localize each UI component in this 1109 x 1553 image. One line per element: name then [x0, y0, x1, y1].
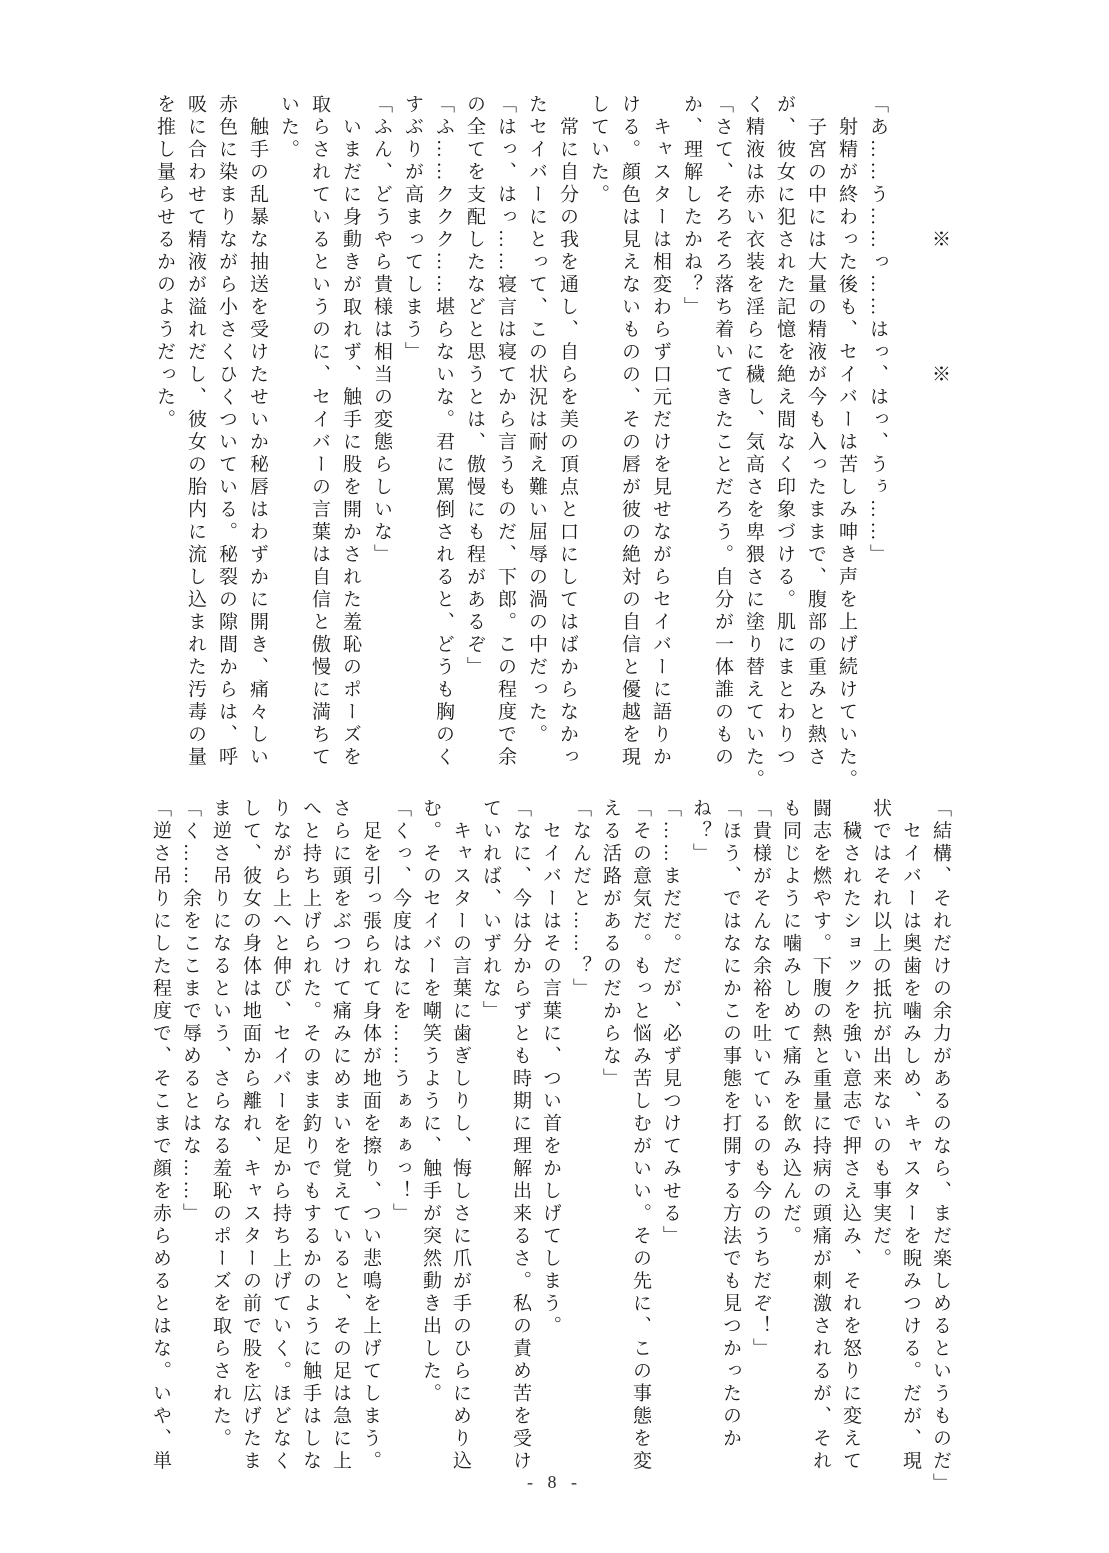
text-line [893, 94, 924, 774]
text-line: 「逆さ吊りにした程度で、そこまで顔を赤らめるとはな。いや、単 [150, 798, 171, 1473]
text-line: も同じように噛みしめて痛みを飲み込んだ。 [780, 798, 801, 1248]
text-line: 「ふ……ククク……堪らないな。君に罵倒されると、どうも胸のく [433, 94, 454, 769]
text-line: 「結構、それだけの余力があるのなら、まだ楽しめるというものだ」 [930, 798, 951, 1496]
text-line: ける。顔色は見えないものの、その唇が彼の絶対の自信と優越を現 [619, 94, 640, 769]
text-line: 「なんだと……？」 [570, 798, 591, 1001]
text-line: 足を引っ張られて身体が地面を擦り、つい悲鳴を上げてしまう。 [360, 798, 381, 1473]
text-line: へと持ち上げられた。そのまま釣りでもするかのように触手はしな [300, 798, 321, 1473]
text-line: さらに頭をぶつけて痛みにめまいを覚えていると、その足は急に上 [330, 798, 351, 1473]
text-line: 穢されたショックを強い意志で押さえ込み、それを怒りに変えて [840, 798, 861, 1473]
text-line: が、彼女に犯された記憶を絶え間なく印象づける。肌にまとわりつ [774, 94, 795, 769]
text-line: か、理解したかね？」 [681, 94, 702, 319]
text-line: 闘志を燃やす。下腹の熱と重量に持病の頭痛が刺激されるが、それ [810, 798, 831, 1473]
text-line: 「あ……う……っ……はっ、はっ、うぅ……」 [867, 94, 888, 567]
text-line: キャスターの言葉に歯ぎしりし、悔しさに爪が手のひらにめり込 [450, 798, 471, 1473]
text-line: 「その意気だ。もっと悩み苦しむがいい。その先に、この事態を変 [630, 798, 651, 1473]
text-line: 「さて、そろそろ落ち着いてきたことだろう。自分が一体誰のもの [712, 94, 733, 769]
text-line: 「ほう、ではなにかこの事態を打開する方法でも見つかったのか [720, 798, 741, 1451]
text-line: 状ではそれ以上の抵抗が出来ないのも事実だ。 [870, 798, 891, 1271]
text-line: いまだに身動きが取れず、触手に股を開かされた羞恥のポーズを [340, 94, 361, 769]
text-line: 吸に合わせて精液が溢れだし、彼女の胎内に流し込まれた汚毒の量 [185, 94, 206, 769]
text-line: 「なに、今は分からずとも時期に理解出来るさ。私の責め苦を受け [510, 798, 531, 1473]
text-line: 射精が終わった後も、セイバーは苦しみ呻き声を上げ続けていた。 [836, 94, 857, 792]
text-line: りながら上へと伸び、セイバーを足から持ち上げていく。ほどなく [270, 798, 291, 1473]
text-line: む。そのセイバーを嘲笑うように、触手が突然動き出した。 [420, 798, 441, 1406]
text-line: すぶりが高まってしまう」 [402, 94, 423, 364]
text-line: ね？」 [690, 798, 711, 866]
text-line: く精液は赤い衣装を淫らに穢し、気高さを卑猥さに塗り替えていた。 [743, 94, 764, 792]
text-line: 「貴様がそんな余裕を吐いているのも今のうちだぞ！」 [750, 798, 771, 1361]
text-line: ま逆さ吊りになるという、さらなる羞恥のポーズを取らされた。 [210, 798, 231, 1451]
text-line: いた。 [278, 94, 299, 162]
text-line: 「はっ、はっ……寝言は寝てから言うものだ、下郎。この程度で余 [495, 94, 516, 769]
text-line: セイバーは奥歯を噛みしめ、キャスターを睨みつける。だが、現 [900, 798, 921, 1473]
text-line: を推し量らせるかのようだった。 [154, 94, 175, 432]
text-line: 子宮の中には大量の精液が今も入ったままで、腹部の重みと熱さ [805, 94, 826, 769]
text-line: 「くっ、今度はなにを……うぁぁぁっ！」 [390, 798, 411, 1226]
page-number: - 8 - [527, 1472, 582, 1492]
text-line: していた。 [588, 94, 609, 207]
text-line: して、彼女の身体は地面から離れ、キャスターの前で股を広げたま [240, 798, 261, 1473]
text-line: セイバーはその言葉に、つい首をかしげてしまう。 [540, 798, 561, 1338]
text-line: 「く……余をここまで辱めるとはな……」 [180, 798, 201, 1226]
text-line: 「ふん、どうやら貴様は相当の変態らしいな」 [371, 94, 392, 567]
text-line: 赤色に染まりながら小さくひくついている。秘裂の隙間からは、呼 [216, 94, 237, 769]
text-line: ※ ※ [929, 94, 950, 387]
text-line: 「……まだだ。だが、必ず見つけてみせる」 [660, 798, 681, 1248]
text-line: 触手の乱暴な抽送を受けたせいか秘唇はわずかに開き、痛々しい [247, 94, 268, 769]
top-text-block [149, 94, 955, 792]
text-line: たセイバーにとって、この状況は耐え難い屈辱の渦の中だった。 [526, 94, 547, 747]
text-line: える活路があるのだからな」 [600, 798, 621, 1091]
text-line: の全てを支配したなどと思うとは、傲慢にも程があるぞ」 [464, 94, 485, 679]
text-line: キャスターは相変わらず口元だけを見せながらセイバーに語りか [650, 94, 671, 769]
text-line: ていれば、いずれな」 [480, 798, 501, 1023]
text-line: 常に自分の我を通し、自らを美の頂点と口にしてはばからなかっ [557, 94, 578, 769]
bottom-text-block [145, 798, 955, 1496]
text-line: 取らされているというのに、セイバーの言葉は自信と傲慢に満ちて [309, 94, 330, 769]
